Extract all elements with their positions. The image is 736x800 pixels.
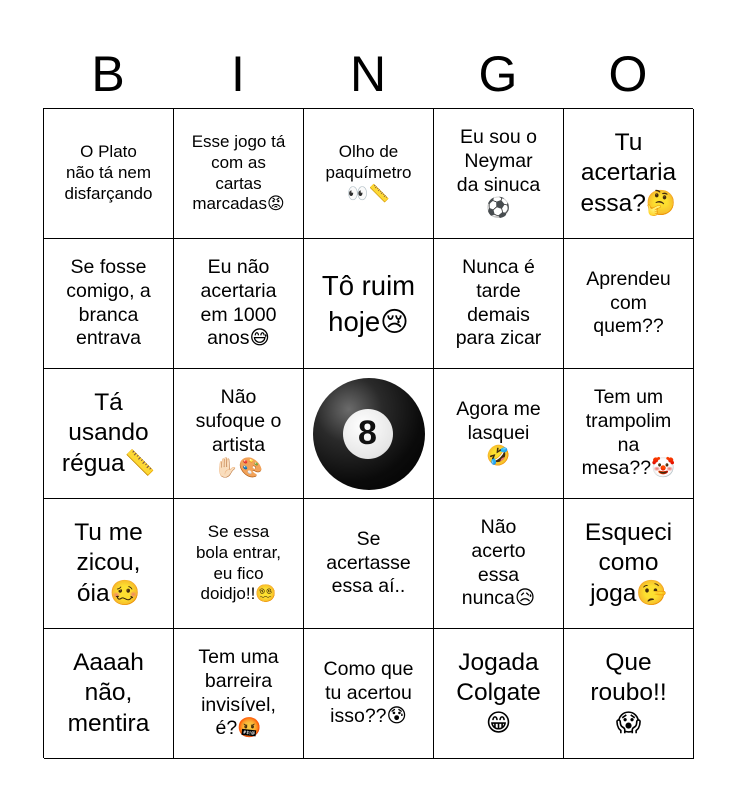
- bingo-cell-4-3[interactable]: [304, 499, 434, 629]
- bingo-cell-4-5[interactable]: [564, 499, 694, 629]
- bingo-cell-4-1[interactable]: [44, 499, 174, 629]
- bingo-cell-1-5[interactable]: [564, 109, 694, 239]
- cell-text: Se acertasse essa aí..: [326, 527, 411, 598]
- cell-text: Como que tu acertou isso??😰: [323, 657, 414, 728]
- bingo-header: [43, 40, 693, 108]
- header-letter-b: B: [91, 46, 125, 102]
- eight-ball-number: 8: [358, 413, 377, 452]
- eight-ball-icon: [313, 378, 425, 490]
- bingo-cell-2-5[interactable]: [564, 239, 694, 369]
- cell-text: Eu sou o Neymar da sinuca ⚽: [456, 125, 541, 220]
- bingo-cell-5-2[interactable]: [174, 629, 304, 759]
- cell-text: Se essa bola entrar, eu fico doidjo!!😵‍💫: [195, 522, 282, 604]
- bingo-cell-1-3[interactable]: [304, 109, 434, 239]
- bingo-cell-1-4[interactable]: [434, 109, 564, 239]
- cell-text: Tô ruim hoje😢: [321, 269, 416, 337]
- cell-text: Tu me zicou, óia🥴: [74, 518, 143, 607]
- bingo-cell-1-1[interactable]: [44, 109, 174, 239]
- header-letter-o: O: [608, 46, 648, 102]
- eight-ball-label: [343, 409, 393, 459]
- bingo-cell-2-2[interactable]: [174, 239, 304, 369]
- bingo-cell-2-3[interactable]: [304, 239, 434, 369]
- bingo-cell-5-5[interactable]: [564, 629, 694, 759]
- cell-text: Nunca é tarde demais para zicar: [455, 255, 542, 350]
- cell-text: Esqueci como joga🤥: [584, 518, 673, 607]
- bingo-cell-3-2[interactable]: [174, 369, 304, 499]
- cell-text: Aaaah não, mentira: [67, 648, 150, 737]
- bingo-cell-5-4[interactable]: [434, 629, 564, 759]
- cell-text: Olho de paquímetro 👀📏: [325, 142, 412, 203]
- cell-text: Que roubo!! 😱: [590, 648, 667, 737]
- cell-text: Tem um trampolim na mesa??🤡: [581, 385, 676, 480]
- header-letter-i: I: [231, 46, 245, 102]
- cell-text: Não sufoque o artista ✋🏻🎨: [195, 385, 282, 480]
- bingo-cell-4-4[interactable]: [434, 499, 564, 629]
- bingo-cell-3-1[interactable]: [44, 369, 174, 499]
- cell-text: Tá usando régua📏: [61, 388, 156, 477]
- cell-text: Tu acertaria essa?🤔: [580, 128, 677, 217]
- bingo-cell-2-1[interactable]: [44, 239, 174, 369]
- cell-text: Esse jogo tá com as cartas marcadas😡: [191, 132, 286, 214]
- cell-text: Tem uma barreira invisível, é?🤬: [198, 645, 279, 740]
- cell-text: Aprendeu com quem??: [586, 267, 671, 338]
- header-letter-n: N: [349, 46, 387, 102]
- cell-text: O Plato não tá nem disfarçando: [64, 142, 153, 203]
- cell-text: Não acerto essa nunca😥: [461, 515, 536, 610]
- bingo-board: [43, 108, 693, 758]
- bingo-cell-2-4[interactable]: [434, 239, 564, 369]
- bingo-cell-5-1[interactable]: [44, 629, 174, 759]
- cell-text: Agora me lasquei 🤣: [456, 397, 541, 468]
- header-letter-g: G: [478, 46, 518, 102]
- bingo-cell-5-3[interactable]: [304, 629, 434, 759]
- bingo-cell-3-5[interactable]: [564, 369, 694, 499]
- bingo-cell-3-4[interactable]: [434, 369, 564, 499]
- bingo-free-space[interactable]: [304, 369, 434, 499]
- cell-text: Jogada Colgate 😁: [456, 648, 541, 737]
- cell-text: Eu não acertaria em 1000 anos😅: [200, 255, 277, 350]
- cell-text: Se fosse comigo, a branca entrava: [66, 255, 151, 350]
- bingo-cell-4-2[interactable]: [174, 499, 304, 629]
- bingo-cell-1-2[interactable]: [174, 109, 304, 239]
